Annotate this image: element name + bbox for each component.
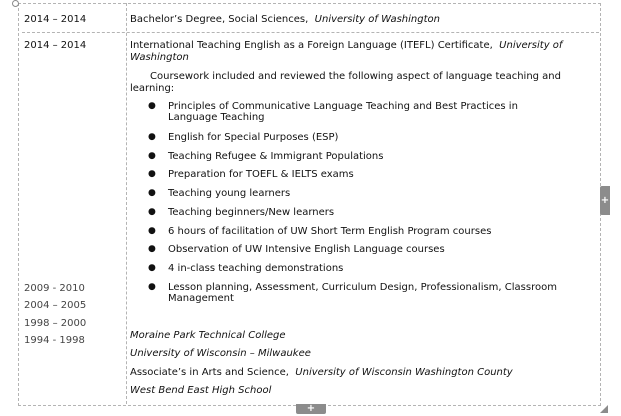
bullet-icon: ● — [148, 263, 156, 273]
row-1-degree-title: Bachelor’s Degree, Social Sciences, — [130, 14, 309, 25]
bullet-icon: ● — [148, 169, 156, 179]
list-item[interactable]: Principles of Communicative Language Teaching and Best Practices in Language Teaching — [168, 101, 518, 123]
associates-degree: Associate’s in Arts and Science, — [130, 367, 289, 378]
row-2-school-part2: Washington — [130, 52, 189, 63]
list-item[interactable]: Teaching Refugee & Immigrant Populations — [168, 151, 384, 162]
bullet-icon: ● — [148, 207, 156, 217]
year-1998-2000: 1998 – 2000 — [24, 318, 87, 329]
bullet-icon: ● — [148, 188, 156, 198]
list-item[interactable]: Teaching young learners — [168, 188, 291, 199]
table-move-handle-icon[interactable] — [12, 0, 19, 7]
list-item[interactable]: 6 hours of facilitation of UW Short Term English Program courses — [168, 226, 492, 237]
coursework-intro-line2: learning: — [130, 83, 175, 94]
bullet-icon: ● — [148, 226, 156, 236]
entry-associates[interactable] — [130, 367, 513, 378]
row-1-school: University of Washington — [314, 14, 440, 25]
list-item[interactable]: Lesson planning, Assessment, Curriculum Design, Professionalism, Classroom Management — [168, 282, 557, 304]
list-item[interactable]: Teaching beginners/New learners — [168, 207, 335, 218]
bullet-icon: ● — [148, 244, 156, 254]
list-item[interactable]: Observation of UW Intensive English Language courses — [168, 244, 445, 255]
entry-moraine-park[interactable]: Moraine Park Technical College — [130, 330, 286, 341]
row-1-year: 2014 – 2014 — [24, 14, 87, 25]
bullet-icon: ● — [148, 132, 156, 142]
associates-school: University of Wisconsin Washington County — [295, 367, 513, 378]
resume-table[interactable] — [18, 3, 601, 406]
resize-corner-icon[interactable] — [600, 405, 608, 413]
row-2-certificate[interactable] — [130, 40, 562, 51]
coursework-intro-line1: Coursework included and reviewed the following aspect of language teaching and — [150, 71, 561, 82]
add-column-button[interactable]: + — [600, 186, 610, 215]
list-item[interactable]: 4 in-class teaching demonstrations — [168, 263, 344, 274]
row-2-school-part1: University of — [499, 40, 563, 51]
row-2-year: 2014 – 2014 — [24, 40, 87, 51]
bullet-icon: ● — [148, 151, 156, 161]
year-2004-2005: 2004 – 2005 — [24, 300, 87, 311]
year-2009-2010: 2009 - 2010 — [24, 283, 85, 294]
list-item[interactable]: English for Special Purposes (ESP) — [168, 132, 339, 143]
entry-west-bend-high[interactable]: West Bend East High School — [130, 385, 272, 396]
bullet-icon: ● — [148, 282, 156, 292]
list-item[interactable]: Preparation for TOEFL & IELTS exams — [168, 169, 354, 180]
year-1994-1998: 1994 - 1998 — [24, 335, 85, 346]
row-1-degree[interactable] — [130, 14, 440, 25]
row-divider — [22, 32, 599, 33]
row-2-certificate-title: International Teaching English as a Foreign Language (ITEFL) Certificate, — [130, 40, 493, 51]
add-row-button[interactable]: + — [296, 404, 326, 414]
column-divider[interactable] — [126, 3, 127, 404]
entry-uw-milwaukee[interactable]: University of Wisconsin – Milwaukee — [130, 348, 311, 359]
bullet-icon: ● — [148, 101, 156, 111]
